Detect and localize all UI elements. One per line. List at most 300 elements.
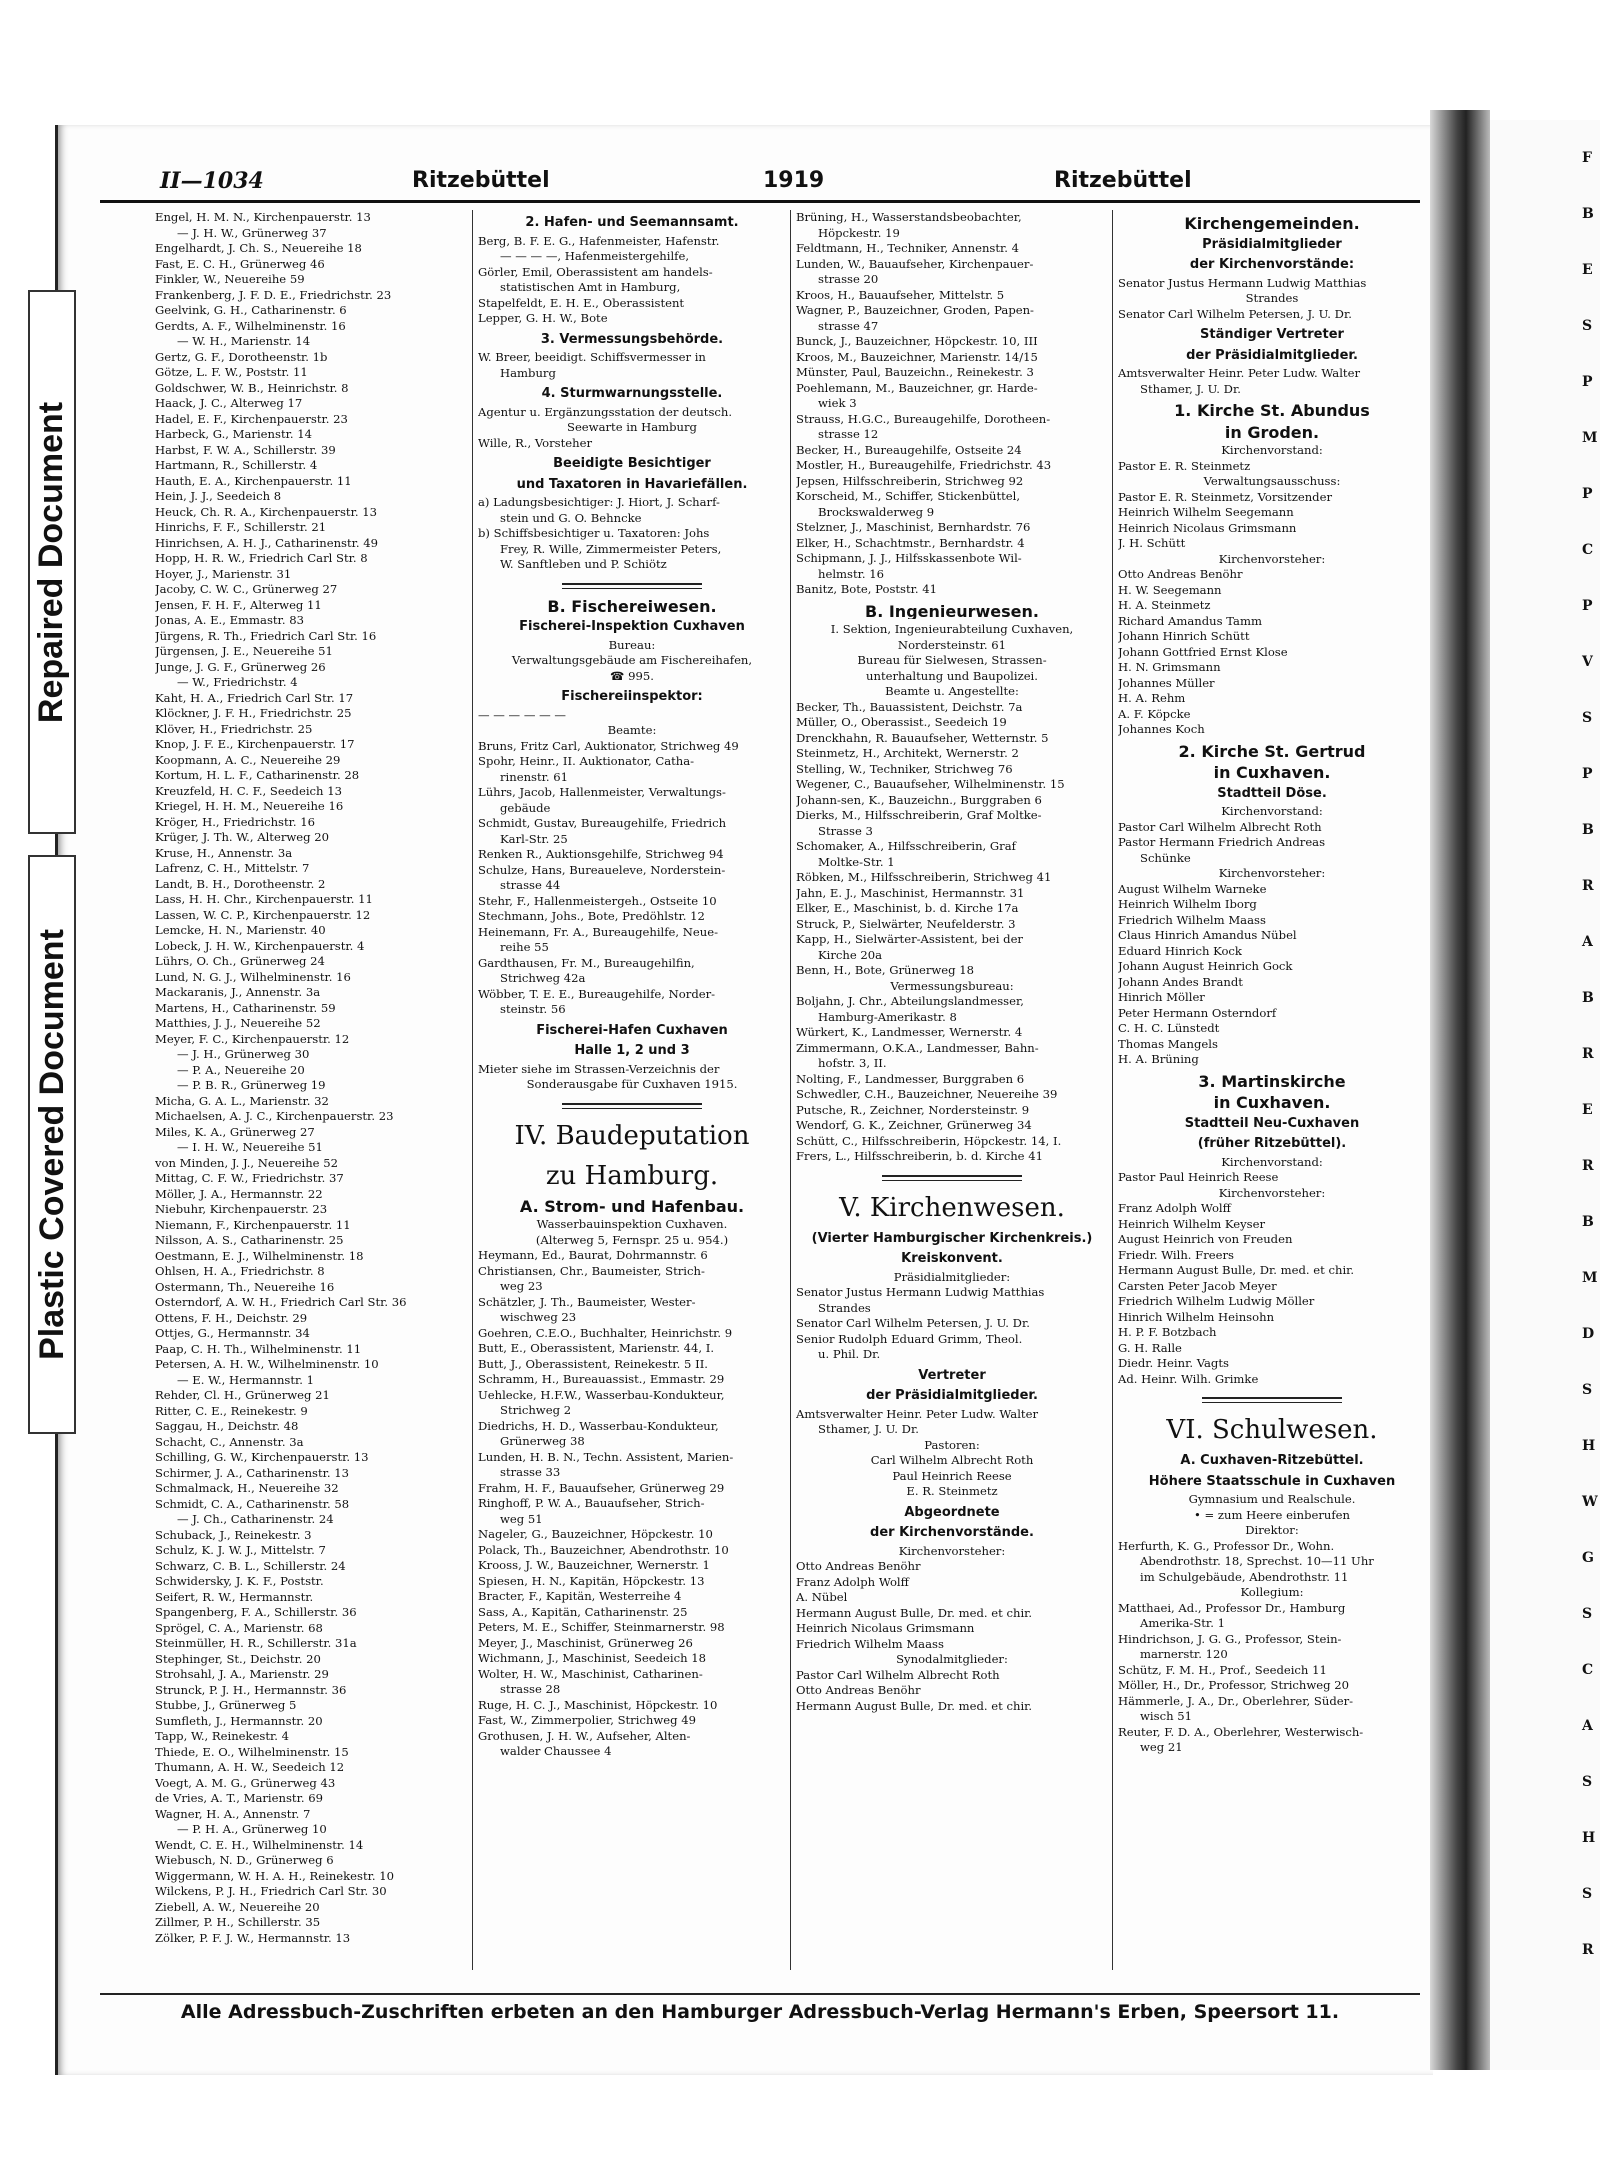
- directory-entry: Voegt, A. M. G., Grünerweg 43: [155, 1775, 336, 1790]
- directory-entry: Senator Carl Wilhelm Petersen, J. U. Dr.: [796, 1316, 1030, 1330]
- directory-entry: Krüger, J. Th. W., Alterweg 20: [155, 830, 330, 844]
- directory-entry: Frahm, H. F., Bauaufseher, Grünerweg 29: [478, 1480, 725, 1495]
- directory-entry: Peter Hermann Osterndorf: [1118, 1005, 1277, 1020]
- directory-entry: Friedrich Wilhelm Maass: [1118, 912, 1266, 927]
- directory-entry: Kruse, H., Annenstr. 3a: [155, 845, 293, 860]
- next-page-letter: W: [1582, 1494, 1598, 1510]
- directory-entry: Otto Andreas Benöhr: [796, 1559, 921, 1573]
- directory-entry: Präsidialmitglieder:: [893, 1269, 1011, 1284]
- directory-entry: Paul Heinrich Reese: [892, 1468, 1012, 1483]
- section-heading: 1. Kirche St. Abundus: [1174, 403, 1370, 419]
- section-heading: Höhere Staatsschule in Cuxhaven: [1148, 1473, 1396, 1489]
- directory-entry: Mittag, C. F. W., Friedrichstr. 37: [155, 1171, 344, 1185]
- directory-entry: Lunden, H. B. N., Techn. Assistent, Marien-: [478, 1449, 734, 1464]
- directory-entry: — J. H. W., Grünerweg 37: [177, 225, 327, 240]
- directory-entry: Mostler, H., Bureaugehilfe, Friedrichstr. 43: [796, 458, 1052, 472]
- directory-entry: Klöckner, J. F. H., Friedrichstr. 25: [155, 706, 352, 720]
- next-page-letter: E: [1582, 262, 1593, 278]
- directory-entry: Bracter, F., Kapitän, Westerreihe 4: [478, 1589, 682, 1603]
- directory-entry: steinstr. 56: [500, 1002, 566, 1016]
- directory-entry: — P. B. R., Grünerweg 19: [177, 1078, 326, 1092]
- directory-entry: Becker, Th., Bauassistent, Deichstr. 7a: [796, 699, 1023, 714]
- directory-entry: Brockswalderweg 9: [818, 504, 935, 519]
- directory-entry: Frankenberg, J. F. D. E., Friedrichstr. 23: [155, 287, 392, 302]
- directory-entry: H. P. F. Botzbach: [1118, 1325, 1217, 1339]
- directory-entry: Kirchenvorsteher:: [898, 1543, 1006, 1558]
- section-heading: 2. Kirche St. Gertrud: [1178, 743, 1366, 759]
- directory-entry: Pastor Hermann Friedrich Andreas: [1118, 835, 1326, 849]
- directory-entry: Stubbe, J., Grünerweg 5: [155, 1698, 297, 1712]
- directory-entry: Mieter siehe im Strassen-Verzeichnis der: [478, 1061, 720, 1076]
- directory-entry: Gardthausen, Fr. M., Bureaugehilfin,: [478, 955, 695, 970]
- next-page-letter: V: [1582, 654, 1593, 670]
- directory-entry: Renken R., Auktionsgehilfe, Strichweg 94: [478, 847, 724, 861]
- directory-entry: Matthaei, Ad., Professor Dr., Hamburg: [1118, 1600, 1346, 1615]
- directory-entry: gebäude: [500, 800, 551, 815]
- directory-entry: u. Phil. Dr.: [818, 1347, 881, 1361]
- next-page-letter: C: [1582, 542, 1594, 558]
- directory-entry: Hinrichsen, A. H. J., Catharinenstr. 49: [155, 535, 379, 550]
- directory-entry: Diedr. Heinr. Vagts: [1118, 1356, 1229, 1370]
- next-page-letter: E: [1582, 1102, 1593, 1118]
- directory-entry: H. A. Steinmetz: [1118, 598, 1211, 612]
- section-heading: der Präsidialmitglieder.: [866, 1388, 1038, 1403]
- directory-entry: rinenstr. 61: [500, 769, 569, 784]
- directory-entry: Gerdts, A. F., Wilhelminenstr. 16: [155, 318, 346, 333]
- directory-entry: Jürgens, R. Th., Friedrich Carl Str. 16: [155, 628, 377, 643]
- section-heading: V. Kirchenwesen.: [839, 1192, 1065, 1223]
- directory-entry: H. W. Seegemann: [1118, 582, 1222, 597]
- next-page-letter: B: [1582, 206, 1594, 222]
- directory-entry: Heymann, Ed., Baurat, Dohrmannstr. 6: [478, 1248, 708, 1262]
- directory-entry: Thumann, A. H. W., Seedeich 12: [155, 1760, 345, 1774]
- next-page-letter: C: [1582, 1662, 1594, 1678]
- plastic-covered-label: [28, 855, 76, 1434]
- directory-entry: August Heinrich von Freuden: [1118, 1232, 1293, 1246]
- directory-entry: Wagner, P., Bauzeichner, Groden, Papen-: [796, 303, 1034, 317]
- section-heading: Kreiskonvent.: [901, 1251, 1003, 1266]
- directory-entry: Franz Adolph Wolff: [1118, 1201, 1231, 1215]
- directory-entry: Niemann, F., Kirchenpauerstr. 11: [155, 1217, 351, 1232]
- directory-entry: Kaht, H. A., Friedrich Carl Str. 17: [155, 690, 354, 705]
- directory-entry: Lührs, O. Ch., Grünerweg 24: [155, 954, 325, 968]
- next-page-letter: P: [1582, 486, 1593, 502]
- section-heading: Halle 1, 2 und 3: [574, 1043, 690, 1058]
- directory-entry: Grothusen, J. H. W., Aufseher, Alten-: [478, 1728, 691, 1743]
- directory-entry: H. A. Brüning: [1118, 1052, 1199, 1066]
- directory-entry: Schwarz, C. B. L., Schillerstr. 24: [155, 1558, 346, 1573]
- directory-entry: — — — —, Hafenmeistergehilfe,: [500, 249, 690, 263]
- directory-entry: Lührs, Jacob, Hallenmeister, Verwaltungs-: [478, 785, 726, 799]
- directory-entry: Otto Andreas Benöhr: [796, 1683, 921, 1697]
- directory-entry: Pastor Carl Wilhelm Albrecht Roth: [796, 1667, 1000, 1682]
- directory-entry: Beamte u. Angestellte:: [885, 684, 1019, 698]
- directory-entry: Senator Justus Hermann Ludwig Matthias: [796, 1285, 1045, 1299]
- directory-entry: Eduard Hinrich Kock: [1118, 943, 1242, 958]
- next-page-letter: S: [1582, 1382, 1593, 1398]
- directory-entry: Berg, B. F. E. G., Hafenmeister, Hafenstr.: [478, 233, 720, 248]
- directory-entry: Pastor E. R. Steinmetz: [1118, 458, 1251, 473]
- directory-entry: Kroos, H., Bauaufseher, Mittelstr. 5: [796, 287, 1005, 302]
- directory-entry: Saggau, H., Deichstr. 48: [155, 1419, 299, 1433]
- directory-entry: Sumfleth, J., Hermannstr. 20: [155, 1713, 323, 1728]
- directory-entry: Franz Adolph Wolff: [796, 1574, 909, 1589]
- directory-entry: Strauss, H.G.C., Bureaugehilfe, Dorotheen-: [796, 411, 1051, 426]
- directory-entry: Steinmüller, H. R., Schillerstr. 31a: [155, 1636, 357, 1650]
- directory-entry: Drenckhahn, R. Bauaufseher, Wetternstr. 5: [796, 730, 1049, 745]
- directory-entry: Stephinger, St., Deichstr. 20: [155, 1651, 321, 1666]
- section-heading: der Kirchenvorstände.: [870, 1525, 1034, 1540]
- directory-entry: Wagner, H. A., Annenstr. 7: [155, 1806, 311, 1821]
- directory-entry: Ad. Heinr. Wilh. Grimke: [1118, 1371, 1259, 1386]
- directory-entry: Strunck, P. J. H., Hermannstr. 36: [155, 1682, 347, 1697]
- directory-entry: Lobeck, J. H. W., Kirchenpauerstr. 4: [155, 938, 365, 953]
- directory-entry: weg 21: [1140, 1740, 1183, 1754]
- directory-entry: Dierks, M., Hilfsschreiberin, Graf Moltke-: [796, 808, 1042, 822]
- next-page-letter: D: [1582, 1326, 1595, 1342]
- directory-entry: Diedrichs, H. D., Wasserbau-Kondukteur,: [478, 1418, 719, 1433]
- directory-entry: Schmalmack, H., Neuereihe 32: [155, 1481, 339, 1495]
- next-page-letter: A: [1582, 1718, 1593, 1734]
- repaired-label-text: Repaired Document: [32, 401, 71, 723]
- directory-entry: Claus Hinrich Amandus Nübel: [1118, 928, 1297, 942]
- section-heading: Stadtteil Neu-Cuxhaven: [1184, 1115, 1360, 1131]
- directory-entry: August Wilhelm Warneke: [1118, 881, 1267, 896]
- directory-entry: Kreuzfeld, H. C. F., Seedeich 13: [155, 783, 342, 798]
- section-heading: 4. Sturmwarnungsstelle.: [541, 386, 723, 401]
- directory-entry: Agentur u. Ergänzungsstation der deutsch.: [478, 404, 733, 419]
- directory-entry: Stechmann, Johs., Bote, Predöhlstr. 12: [478, 909, 705, 923]
- directory-entry: Thomas Mangels: [1118, 1036, 1218, 1051]
- directory-entry: Höpckestr. 19: [818, 225, 900, 240]
- directory-entry: Amtsverwalter Heinr. Peter Ludw. Walter: [796, 1406, 1038, 1421]
- directory-entry: G. H. Ralle: [1118, 1340, 1182, 1355]
- directory-entry: Pastor Paul Heinrich Reese: [1118, 1170, 1279, 1184]
- directory-entry: Struck, P., Sielwärter, Neufelderstr. 3: [796, 916, 1016, 931]
- directory-entry: helmstr. 16: [818, 566, 885, 581]
- directory-entry: Hinrichs, F. F., Schillerstr. 21: [155, 520, 327, 534]
- directory-entry: Bureau für Sielwesen, Strassen-: [857, 653, 1047, 667]
- directory-entry: — P. A., Neuereihe 20: [177, 1062, 305, 1077]
- directory-entry: Junge, J. G. F., Grünerweg 26: [155, 659, 326, 674]
- section-heading: Präsidialmitglieder: [1202, 236, 1342, 252]
- next-page-letter: A: [1582, 934, 1593, 950]
- directory-entry: Stelling, W., Techniker, Strichweg 76: [796, 761, 1013, 776]
- directory-entry: Banitz, Bote, Poststr. 41: [796, 582, 938, 596]
- directory-entry: Fast, W., Zimmerpolier, Strichweg 49: [478, 1713, 697, 1727]
- header-place-right: Ritzebüttel: [1054, 168, 1192, 193]
- directory-entry: Meyer, F. C., Kirchenpauerstr. 12: [155, 1031, 350, 1046]
- next-page-letter: S: [1582, 1606, 1593, 1622]
- header-place-left: Ritzebüttel: [412, 168, 550, 193]
- directory-entry: Haack, J. C., Alterweg 17: [155, 396, 303, 410]
- directory-entry: Heinrich Wilhelm Iborg: [1118, 897, 1257, 911]
- directory-entry: Strasse 3: [818, 823, 873, 838]
- directory-entry: Lund, N. G. J., Wilhelminenstr. 16: [155, 969, 351, 984]
- directory-entry: Stehr, F., Hallenmeistergeh., Ostseite 10: [478, 893, 717, 908]
- directory-entry: Jacoby, C. W. C., Grünerweg 27: [155, 582, 338, 596]
- directory-entry: hofstr. 3, II.: [818, 1056, 887, 1070]
- directory-entry: Hein, J. J., Seedeich 8: [155, 489, 282, 503]
- directory-entry: Bruns, Fritz Carl, Auktionator, Strichweg 49: [478, 738, 739, 753]
- directory-entry: Wegener, C., Bauaufseher, Wilhelminenstr. 15: [796, 777, 1065, 791]
- directory-entry: E. R. Steinmetz: [906, 1484, 998, 1498]
- directory-entry: Amtsverwalter Heinr. Peter Ludw. Walter: [1118, 366, 1360, 380]
- directory-entry: Matthies, J. J., Neuereihe 52: [155, 1016, 321, 1030]
- page-number: II—1034: [160, 168, 264, 194]
- directory-entry: Martens, H., Catharinenstr. 59: [155, 1000, 336, 1015]
- section-heading: Abgeordnete: [904, 1504, 1000, 1520]
- directory-entry: Lemcke, H. N., Marienstr. 40: [155, 923, 326, 937]
- column-1-resident-list: [150, 210, 472, 1970]
- section-heading: A. Cuxhaven-Ritzebüttel.: [1180, 1453, 1364, 1468]
- directory-entry: Michaelsen, A. J. C., Kirchenpauerstr. 23: [155, 1109, 394, 1123]
- directory-entry: Sprögel, C. A., Marienstr. 68: [155, 1620, 323, 1635]
- directory-entry: Friedr. Wilh. Freers: [1118, 1247, 1234, 1262]
- directory-entry: Friedrich Wilhelm Ludwig Möller: [1118, 1294, 1315, 1308]
- directory-entry: Hopp, H. R. W., Friedrich Carl Str. 8: [155, 551, 368, 565]
- section-heading: Vertreter: [918, 1367, 986, 1383]
- directory-entry: Direktor:: [1245, 1523, 1299, 1537]
- directory-entry: Lunden, W., Bauaufseher, Kirchenpauer-: [796, 256, 1034, 271]
- directory-entry: wisch 51: [1140, 1709, 1192, 1723]
- directory-entry: Jepsen, Hilfsschreiberin, Strichweg 92: [796, 473, 1024, 488]
- directory-entry: von Minden, J. J., Neuereihe 52: [155, 1155, 338, 1170]
- directory-entry: Schwidersky, J. K. F., Poststr.: [155, 1574, 324, 1588]
- directory-entry: weg 51: [500, 1511, 543, 1526]
- directory-entry: Oestmann, E. J., Wilhelminenstr. 18: [155, 1248, 364, 1263]
- directory-entry: strasse 28: [500, 1682, 561, 1696]
- directory-entry: — — — — — —: [478, 707, 566, 722]
- publisher-footer: Alle Adressbuch-Zuschriften erbeten an den Hamburger Adressbuch-Verlag Hermann's Erben, Speersort 11.: [100, 1993, 1420, 2023]
- directory-entry: Petersen, A. H. W., Wilhelminenstr. 10: [155, 1357, 379, 1371]
- directory-entry: H. A. Rehm: [1118, 691, 1186, 705]
- directory-entry: Bunck, J., Bauzeichner, Höpckestr. 10, III: [796, 334, 1038, 348]
- directory-entry: Mackaranis, J., Annenstr. 3a: [155, 985, 321, 999]
- directory-entry: walder Chaussee 4: [500, 1744, 612, 1758]
- next-page-letter: S: [1582, 1886, 1593, 1902]
- next-page-letter: S: [1582, 1774, 1593, 1790]
- directory-entry: Hoyer, J., Marienstr. 31: [155, 566, 292, 581]
- directory-entry: Schirmer, J. A., Catharinenstr. 13: [155, 1465, 350, 1480]
- directory-entry: Wendorf, G. K., Zeichner, Grünerweg 34: [796, 1118, 1032, 1132]
- directory-entry: — J. H., Grünerweg 30: [177, 1047, 310, 1061]
- directory-entry: (Alterweg 5, Fernspr. 25 u. 954.): [535, 1232, 729, 1247]
- directory-entry: Vermessungsbureau:: [890, 978, 1014, 993]
- directory-entry: — W. H., Marienstr. 14: [177, 334, 311, 348]
- section-heading: der Präsidialmitglieder.: [1186, 347, 1358, 363]
- directory-entry: Finkler, W., Neuereihe 59: [155, 272, 305, 286]
- directory-entry: Lepper, G. H. W., Bote: [478, 311, 608, 325]
- directory-entry: Harbst, F. W. A., Schillerstr. 39: [155, 442, 336, 457]
- next-page-letter: M: [1582, 1270, 1598, 1286]
- directory-entry: Kirchenvorstand:: [1221, 1154, 1323, 1169]
- section-rule: [1202, 1397, 1342, 1403]
- directory-entry: Ziebell, A. W., Neuereihe 20: [155, 1899, 320, 1914]
- directory-entry: Hadel, E. F., Kirchenpauerstr. 23: [155, 411, 348, 426]
- directory-entry: Friedrich Wilhelm Maass: [796, 1636, 944, 1651]
- directory-entry: Peters, M. E., Schiffer, Steinmarnerstr. 98: [478, 1620, 725, 1634]
- directory-entry: Lass, H. H. Chr., Kirchenpauerstr. 11: [155, 892, 373, 906]
- directory-entry: Görler, Emil, Oberassistent am handels-: [478, 264, 713, 279]
- directory-entry: Bureau:: [608, 637, 656, 652]
- directory-entry: Johann August Heinrich Gock: [1118, 959, 1293, 973]
- directory-entry: Hartmann, R., Schillerstr. 4: [155, 458, 318, 472]
- directory-entry: Hamburg-Amerikastr. 8: [818, 1009, 957, 1024]
- directory-entry: Koopmann, A. C., Neuereihe 29: [155, 752, 341, 767]
- directory-entry: Brüning, H., Wasserstandsbeobachter,: [796, 210, 1022, 224]
- section-heading: Fischereiinspektor:: [561, 689, 703, 704]
- directory-entry: Würkert, K., Landmesser, Wernerstr. 4: [796, 1025, 1023, 1039]
- directory-entry: Meyer, J., Maschinist, Grünerweg 26: [478, 1635, 693, 1650]
- directory-entry: Goldschwer, W. B., Heinrichstr. 8: [155, 380, 349, 395]
- section-heading: und Taxatoren in Havariefällen.: [516, 476, 748, 492]
- directory-entry: de Vries, A. T., Marienstr. 69: [155, 1791, 323, 1805]
- directory-entry: Kollegium:: [1240, 1585, 1304, 1599]
- next-page-letter: S: [1582, 710, 1593, 726]
- section-heading: Beeidigte Besichtiger: [553, 456, 711, 471]
- next-page-letter: R: [1582, 1046, 1594, 1062]
- directory-entry: Micha, G. A. L., Marienstr. 32: [155, 1093, 329, 1108]
- directory-entry: Ostermann, Th., Neuereihe 16: [155, 1279, 335, 1294]
- directory-entry: Johann-sen, K., Bauzeichn., Burggraben 6: [796, 792, 1042, 807]
- directory-entry: Münster, Paul, Bauzeichn., Reinekestr. 3: [796, 365, 1034, 379]
- directory-entry: Engelhardt, J. Ch. S., Neuereihe 18: [155, 241, 362, 255]
- directory-entry: Sthamer, J. U. Dr.: [1140, 381, 1241, 396]
- section-heading: Fischerei-Inspektion Cuxhaven: [519, 619, 745, 634]
- section-heading: 3. Martinskirche: [1198, 1073, 1346, 1089]
- directory-entry: reihe 55: [500, 940, 549, 954]
- directory-entry: Johann Gottfried Ernst Klose: [1118, 644, 1288, 659]
- directory-entry: Fast, E. C. H., Grünerweg 46: [155, 256, 325, 271]
- directory-entry: ☎ 995.: [610, 668, 654, 683]
- directory-entry: J. H. Schütt: [1118, 536, 1186, 550]
- directory-entry: Reuter, F. D. A., Oberlehrer, Westerwisch-: [1118, 1724, 1364, 1739]
- directory-entry: Johannes Müller: [1118, 675, 1215, 690]
- directory-entry: Frers, L., Hilfsschreiberin, b. d. Kirche 41: [796, 1149, 1043, 1163]
- directory-entry: unterhaltung und Baupolizei.: [866, 668, 1038, 683]
- section-heading: in Cuxhaven.: [1213, 1095, 1331, 1111]
- directory-entry: Jonas, A. E., Emmastr. 83: [155, 613, 304, 627]
- directory-entry: Zölker, P. F. J. W., Hermannstr. 13: [155, 1930, 351, 1945]
- directory-entry: Carsten Peter Jacob Meyer: [1118, 1278, 1277, 1293]
- directory-entry: b) Schiffsbesichtiger u. Taxatoren: Johs: [478, 526, 710, 540]
- directory-entry: Johannes Koch: [1118, 722, 1205, 736]
- directory-entry: Otto Andreas Benöhr: [1118, 567, 1243, 581]
- directory-entry: Hindrichson, J. G. G., Professor, Stein-: [1118, 1631, 1342, 1646]
- directory-entry: Strandes: [1245, 291, 1299, 305]
- directory-entry: Kröger, H., Friedrichstr. 16: [155, 814, 316, 829]
- directory-entry: Carl Wilhelm Albrecht Roth: [870, 1453, 1034, 1467]
- directory-entry: Krooss, J. W., Bauzeichner, Wernerstr. 1: [478, 1558, 710, 1572]
- next-page-letter: P: [1582, 598, 1593, 614]
- directory-entry: Butt, E., Oberassistent, Marienstr. 44, I.: [478, 1341, 715, 1355]
- section-heading: B. Fischereiwesen.: [547, 598, 717, 614]
- directory-entry: Stapelfeldt, E. H. E., Oberassistent: [478, 295, 685, 310]
- directory-entry: Synodalmitglieder:: [896, 1652, 1008, 1666]
- next-page-letter: H: [1582, 1830, 1596, 1846]
- directory-entry: Uehlecke, H.F.W., Wasserbau-Kondukteur,: [478, 1387, 725, 1402]
- directory-entry: Schomaker, A., Hilfsschreiberin, Graf: [796, 839, 1016, 853]
- next-page-letter: H: [1582, 1438, 1596, 1454]
- directory-entry: Boljahn, J. Chr., Abteilungslandmesser,: [796, 994, 1024, 1008]
- directory-entry: Ritter, C. E., Reinekestr. 9: [155, 1403, 308, 1418]
- directory-entry: A. Nübel: [796, 1590, 848, 1604]
- directory-entry: Engel, H. M. N., Kirchenpauerstr. 13: [155, 210, 371, 224]
- directory-entry: im Schulgebäude, Abendrothstr. 11: [1140, 1569, 1349, 1584]
- directory-entry: — E. W., Hermannstr. 1: [177, 1372, 315, 1387]
- directory-entry: strasse 44: [500, 878, 561, 892]
- directory-entry: Nilsson, A. S., Catharinenstr. 25: [155, 1233, 344, 1247]
- directory-entry: Miles, K. A., Grünerweg 27: [155, 1124, 315, 1139]
- directory-entry: Senator Carl Wilhelm Petersen, J. U. Dr.: [1118, 306, 1352, 321]
- directory-entry: Strohsahl, J. A., Marienstr. 29: [155, 1667, 329, 1681]
- directory-entry: Hinrich Möller: [1118, 990, 1205, 1004]
- section-heading: (früher Ritzebüttel).: [1197, 1136, 1347, 1151]
- directory-entry: Schünke: [1140, 850, 1191, 865]
- column-3-engineering-church: [790, 210, 1113, 1970]
- directory-entry: Möller, H., Dr., Professor, Strichweg 20: [1118, 1678, 1350, 1692]
- directory-entry: strasse 33: [500, 1465, 561, 1479]
- directory-entry: Schramm, H., Bureauassist., Emmastr. 29: [478, 1372, 725, 1386]
- directory-entry: Rehder, Cl. H., Grünerweg 21: [155, 1388, 330, 1402]
- section-heading: Fischerei-Hafen Cuxhaven: [536, 1022, 728, 1038]
- section-heading: 2. Hafen- und Seemannsamt.: [525, 215, 739, 230]
- column-4-parishes-schools: [1112, 210, 1431, 1970]
- directory-entry: Strichweg 2: [500, 1403, 572, 1417]
- directory-entry: Verwaltungsgebäude am Fischereihafen,: [511, 653, 753, 667]
- directory-entry: Schipmann, J. J., Hilfsskassenbote Wil-: [796, 551, 1022, 565]
- next-page-letter: B: [1582, 990, 1594, 1006]
- directory-entry: Osterndorf, A. W. H., Friedrich Carl Str. 36: [155, 1295, 407, 1309]
- directory-entry: Johann Andes Brandt: [1118, 974, 1243, 989]
- directory-entry: weg 23: [500, 1279, 543, 1293]
- directory-entry: Sass, A., Kapitän, Catharinenstr. 25: [478, 1604, 688, 1619]
- directory-entry: Kirchenvorstand:: [1221, 443, 1323, 457]
- directory-entry: Feldtmann, H., Techniker, Annenstr. 4: [796, 241, 1020, 255]
- directory-entry: Hinrich Wilhelm Heinsohn: [1118, 1309, 1275, 1324]
- directory-entry: Wiebusch, N. D., Grünerweg 6: [155, 1853, 334, 1867]
- repaired-document-label: [28, 290, 76, 834]
- directory-entry: — J. Ch., Catharinenstr. 24: [177, 1512, 334, 1526]
- directory-entry: Geelvink, G. H., Catharinenstr. 6: [155, 303, 347, 317]
- directory-entry: Knop, J. F. E., Kirchenpauerstr. 17: [155, 737, 355, 751]
- next-page-letter: R: [1582, 1158, 1594, 1174]
- directory-entry: Heinemann, Fr. A., Bureaugehilfe, Neue-: [478, 924, 719, 939]
- directory-entry: Sthamer, J. U. Dr.: [818, 1422, 919, 1436]
- directory-entry: I. Sektion, Ingenieurabteilung Cuxhaven,: [830, 622, 1074, 636]
- directory-entry: Karl-Str. 25: [500, 831, 568, 846]
- directory-entry: wischweg 23: [500, 1310, 577, 1324]
- directory-entry: Paap, C. H. Th., Wilhelminenstr. 11: [155, 1341, 362, 1356]
- section-heading: in Cuxhaven.: [1213, 765, 1331, 781]
- directory-entry: Poehlemann, M., Bauzeichner, gr. Harde-: [796, 380, 1038, 395]
- column-2-offices: [472, 210, 791, 1970]
- section-rule: [562, 583, 702, 589]
- directory-entry: Hämmerle, J. A., Dr., Oberlehrer, Süder-: [1118, 1693, 1354, 1708]
- section-heading: Stadtteil Döse.: [1217, 785, 1327, 801]
- directory-entry: Klöver, H., Friedrichstr. 25: [155, 721, 313, 736]
- section-heading: Kirchengemeinden.: [1184, 216, 1360, 232]
- directory-entry: Heinrich Wilhelm Seegemann: [1118, 505, 1294, 519]
- directory-entry: Verwaltungsausschuss:: [1203, 474, 1341, 488]
- directory-entry: Schulze, Hans, Bureaueleve, Norderstein-: [478, 862, 726, 877]
- plastic-label-text: Plastic Covered Document: [32, 929, 71, 1360]
- directory-entry: Nageler, G., Bauzeichner, Höpckestr. 10: [478, 1527, 713, 1541]
- next-page-letter: F: [1582, 150, 1592, 166]
- directory-entry: Polack, Th., Bauzeichner, Abendrothstr. 10: [478, 1542, 729, 1557]
- directory-entry: Kirche 20a: [818, 947, 883, 962]
